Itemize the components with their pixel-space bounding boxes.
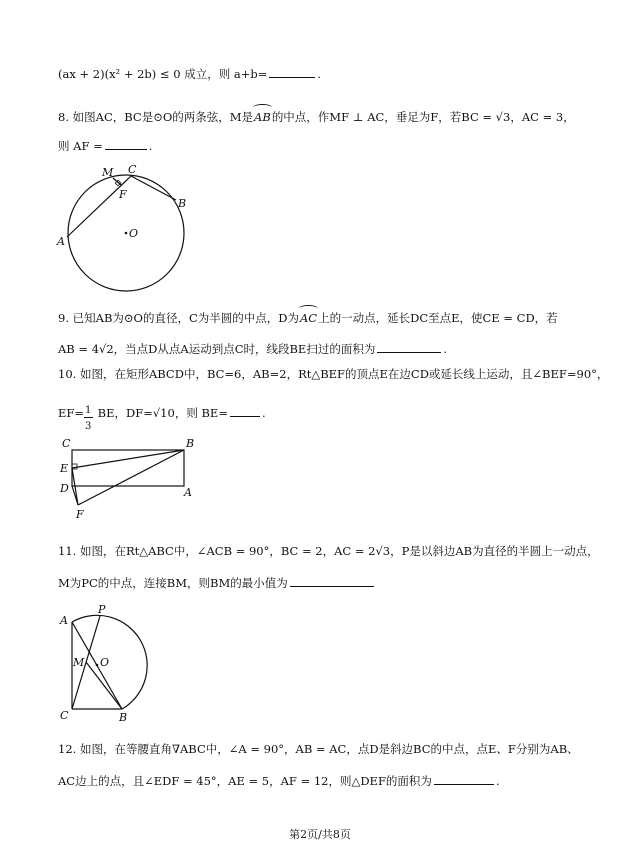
q10-label-c: C (62, 437, 71, 450)
q8-label-o: O (129, 227, 139, 240)
q9-text-1: 已知AB为⊙O的直径，C为半圆的中点，D为 (72, 311, 299, 325)
q10-answer-blank[interactable] (230, 405, 260, 417)
q8-chord-ac (67, 176, 131, 237)
q7-answer-blank[interactable] (269, 66, 315, 78)
q9-answer-blank[interactable] (377, 341, 441, 353)
q8-label-b: B (178, 197, 187, 210)
q11-label-c: C (60, 709, 69, 722)
q11-text-1: 如图，在Rt△ABC中，∠ACB = 90°，BC = 2，AC = 2√3，P是以斜边AB为直径的半圆上一动点， (79, 544, 599, 558)
q8-line-2: 则 AF = . (58, 139, 153, 153)
q8-text-1: 如图AC，BC是⊙O的两条弦，M是 (72, 110, 254, 124)
q9-number: 9. (58, 311, 69, 325)
q10-line-1 (58, 366, 608, 382)
q12-line-2: AC边上的点，且∠EDF = 45°，AE = 5，AF = 12，则△DEF的面积为 . (58, 774, 500, 788)
q8-figure (54, 162, 204, 302)
q8-text-2: 的中点，作MF ⊥ AC，垂足为F，若BC = √3，AC = 3， (271, 110, 575, 124)
q8-label-f: F (119, 188, 127, 201)
q8-line-1 (58, 109, 575, 125)
q12-text-1: 如图，在等腰直角∇ABC中，∠A = 90°，AB = AC，点D是斜边BC的中点，点E、F分别为AB、 (79, 742, 579, 756)
q8-label-c: C (128, 163, 137, 176)
q7-line: (ax + 2)(x² + 2b) ≤ 0 成立，则 a+b= . (58, 67, 322, 81)
q11-label-p: P (98, 603, 106, 616)
q11-number: 11. (58, 544, 77, 558)
q12-number: 12. (58, 742, 77, 756)
q10-label-d: D (60, 482, 69, 495)
q12-answer-blank[interactable] (434, 773, 494, 785)
q9-line-1 (58, 310, 558, 326)
q8-arc-label: AB (253, 109, 272, 125)
q8-answer-blank[interactable] (105, 138, 147, 150)
q10-figure (56, 434, 206, 524)
q11-answer-blank[interactable] (290, 575, 374, 587)
q10-label-a: A (184, 486, 192, 499)
q11-label-o: O (100, 656, 110, 669)
q11-label-a: A (60, 614, 68, 627)
q11-label-b: B (119, 711, 128, 724)
q9-arc-label: AC (299, 310, 318, 326)
q7-inequality: (ax + 2)(x² + 2b) ≤ 0 (58, 67, 181, 81)
q10-label-f: F (76, 508, 84, 521)
q10-rectangle (72, 450, 184, 486)
q11-label-m: M (73, 656, 85, 669)
q11-line-2: M为PC的中点，连接BM，则BM的最小值为 (58, 575, 376, 591)
q11-segment-bm (86, 662, 122, 709)
q8-chord-bc (131, 176, 176, 200)
q10-line-2: EF= $\frac{1}{3}$ BE，DF=√10，则 BE= . (58, 405, 266, 432)
q8-label-a: A (57, 235, 65, 248)
q7-text: 成立，则 a+b= (184, 67, 268, 81)
q10-label-b: B (186, 437, 195, 450)
q11-line-1 (58, 543, 599, 559)
q11-figure (56, 602, 166, 726)
q11-center-dot (96, 664, 99, 667)
q9-line-2: AB = 4√2，当点D从点A运动到点C时，线段BE扫过的面积为 . (58, 342, 447, 356)
q8-number: 8. (58, 110, 69, 124)
q10-label-e: E (60, 462, 69, 475)
q10-number: 10. (58, 367, 77, 381)
q12-line-1 (58, 741, 579, 757)
page-footer: 第2页/共8页 (289, 828, 351, 841)
q8-center-dot (125, 232, 128, 235)
q8-label-m: M (102, 166, 114, 179)
q9-text-2: 上的一动点，延长DC至点E，使CE = CD，若 (318, 311, 558, 325)
q10-text-1: 如图，在矩形ABCD中，BC=6，AB=2，Rt△BEF的顶点E在边CD或延长线上运动，且∠BEF=90°， (79, 367, 609, 381)
